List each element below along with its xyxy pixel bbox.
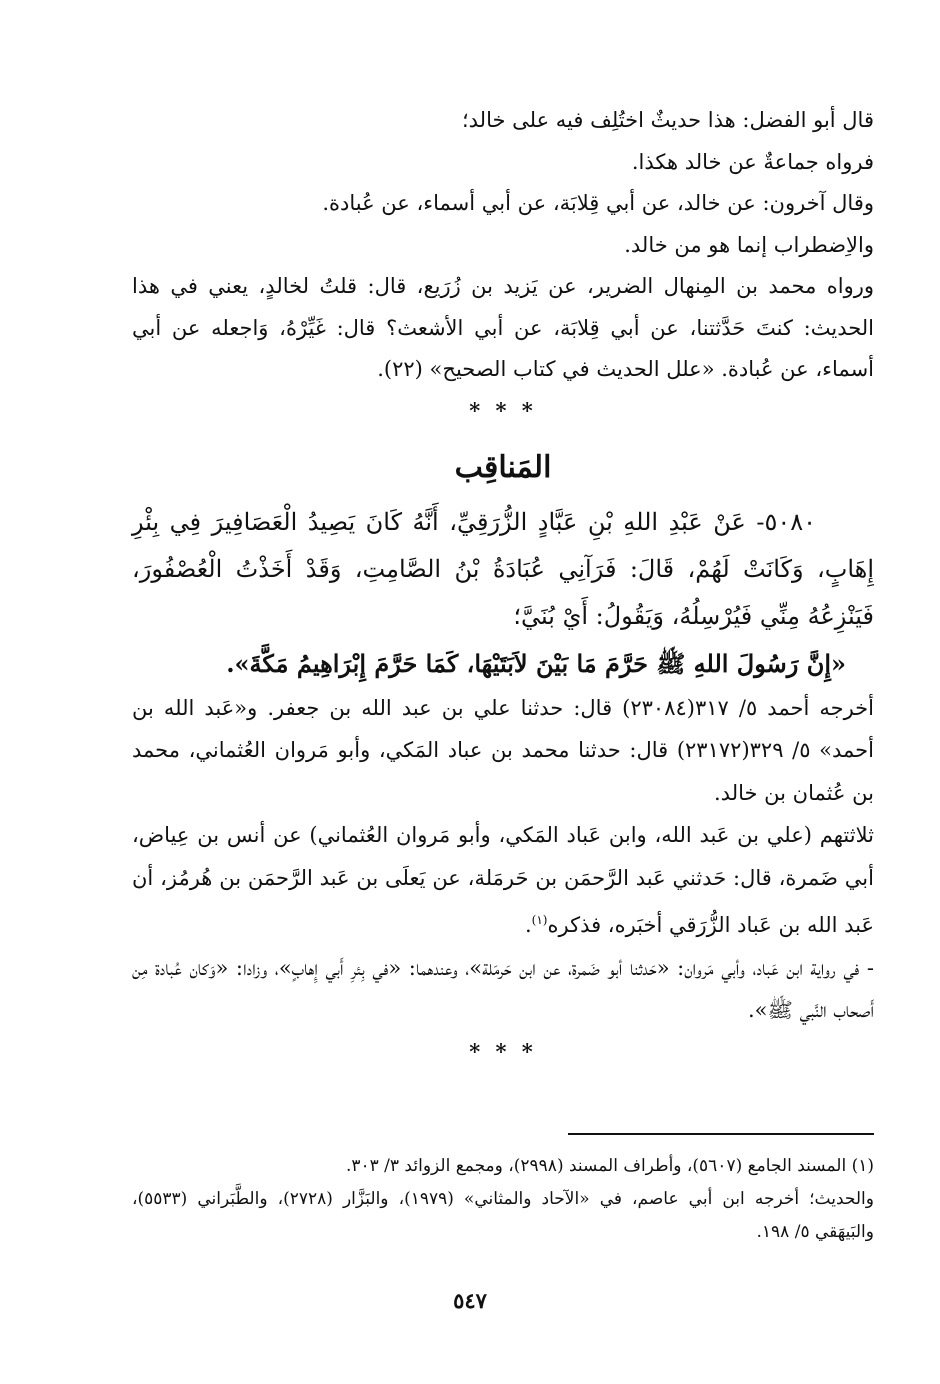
takhrij-paragraph-2: ثلاثتهم (علي بن عَبد الله، وابن عَباد المَكي، وأبو مَروان العُثماني) عن أنس بن عِياض، أبي ضَمرة، قال: حَدثني عَبد الرَّحمَن بن حَرمَلة، عن يَعلَى بن عَبد الرَّحمَن بن هُرمُز، أن عَبد الله بن عَباد الزُّرَقي أخبَره، فذكره$^{(١)}$. [132, 823, 874, 937]
hadith-text: ٥٠٨٠- عَنْ عَبْدِ اللهِ بْنِ عَبَّادٍ الزُّرَقِيِّ، أَنَّهُ كَانَ يَصِيدُ الْعَصَافِيرَ فِي بِئْرِ إِهَابٍ، وَكَانَتْ لَهُمْ، قَالَ: فَرَآنِي عُبَادَةُ بْنُ الصَّامِتِ، وَقَدْ أَخَذْتُ الْعُصْفُورَ، فَيَنْزِعُهُ مِنِّي فَيُرْسِلُهُ، وَيَقُولُ: أَيْ بُنَيَّ؛ [132, 507, 874, 630]
footnote-2: والحديث؛ أخرجه ابن أبي عاصم، في «الآحاد والمثاني» (١٩٧٩)، والبَزَّار (٢٧٢٨)، والطَّبَراني (٥٥٣٣)، والبَيهَقي ٥/ ١٩٨. [132, 1189, 874, 1242]
takhrij-paragraph-3: - في رواية ابن عَباد، وأبي مَروان: «حَدثنا أبو ضَمرة، عن ابن حَرمَلة»، وعندهما: «في بِئرِ أَبي إِهابٍ»، وزادا: «وَكان عُبادة مِن أَصحاب النَّبي ﷺ». [132, 955, 874, 1022]
intro-line-3: وقال آخرون: عن خالد، عن أبي قِلابَة، عن أبي أسماء، عن عُبادة. [322, 191, 874, 215]
separator-top: * * * [469, 397, 537, 423]
hadith-quote: «إِنَّ رَسُولَ اللهِ ﷺ حَرَّمَ مَا بَيْنَ لاَبَتَيْهَا، كَمَا حَرَّمَ إِبْرَاهِيمُ مَكَّةَ». [226, 648, 846, 678]
page-body [132, 100, 874, 1072]
section-title: المَناقِب [454, 449, 552, 485]
footnote-divider [568, 1133, 874, 1135]
separator-bottom: * * * [469, 1038, 537, 1064]
intro-paragraph: ورواه محمد بن المِنهال الضرير، عن يَزيد بن زُرَيع، قال: قلتُ لخالدٍ، يعني في هذا الحديث: كنتَ حَدَّثتنا، عن أبي قِلابَة، عن أبي الأشعث؟ قال: غَيِّرْهُ، وَاجعله عن أبي أسماء، عن عُبادة. «علل الحديث في كتاب الصحيح» (٢٢). [132, 274, 874, 381]
intro-line-1: قال أبو الفضل: هذا حديثٌ اختُلِف فيه على خالد؛ [461, 108, 874, 132]
intro-line-2: فرواه جماعةٌ عن خالد هكذا. [631, 149, 874, 174]
footnote-1: (١) المسند الجامع (٥٦٠٧)، وأطراف المسند (٢٩٩٨)، ومجمع الزوائد ٣/ ٣٠٣. [345, 1156, 874, 1176]
intro-line-4: والاِضطراب إنما هو من خالد. [624, 232, 874, 257]
takhrij-paragraph-2-text: ثلاثتهم (علي بن عَبد الله، وابن عَباد المَكي، وأبو مَروان العُثماني) عن أنس بن عِياض، أبي ضَمرة، قال: حَدثني عَبد الرَّحمَن بن حَرمَلة، عن يَعلَى بن عَبد الرَّحمَن بن هُرمُز، أن عَبد الله بن عَباد الزُّرَقي أخبَره، فذكره [132, 823, 874, 937]
page-number: ٥٤٧ [453, 1288, 487, 1313]
footnotes [132, 1150, 874, 1249]
takhrij-paragraph-1: أخرجه أحمد ٥/ ٣١٧(٢٣٠٨٤) قال: حدثنا علي بن عبد الله بن جعفر. و«عَبد الله بن أحمد» ٥/ ٣٢٩(٢٣١٧٢) قال: حدثنا محمد بن عباد المَكي، وأبو مَروان العُثماني، محمد بن عُثمان بن خالد. [132, 695, 874, 805]
footnote-marker[interactable]: (١) [531, 913, 548, 927]
